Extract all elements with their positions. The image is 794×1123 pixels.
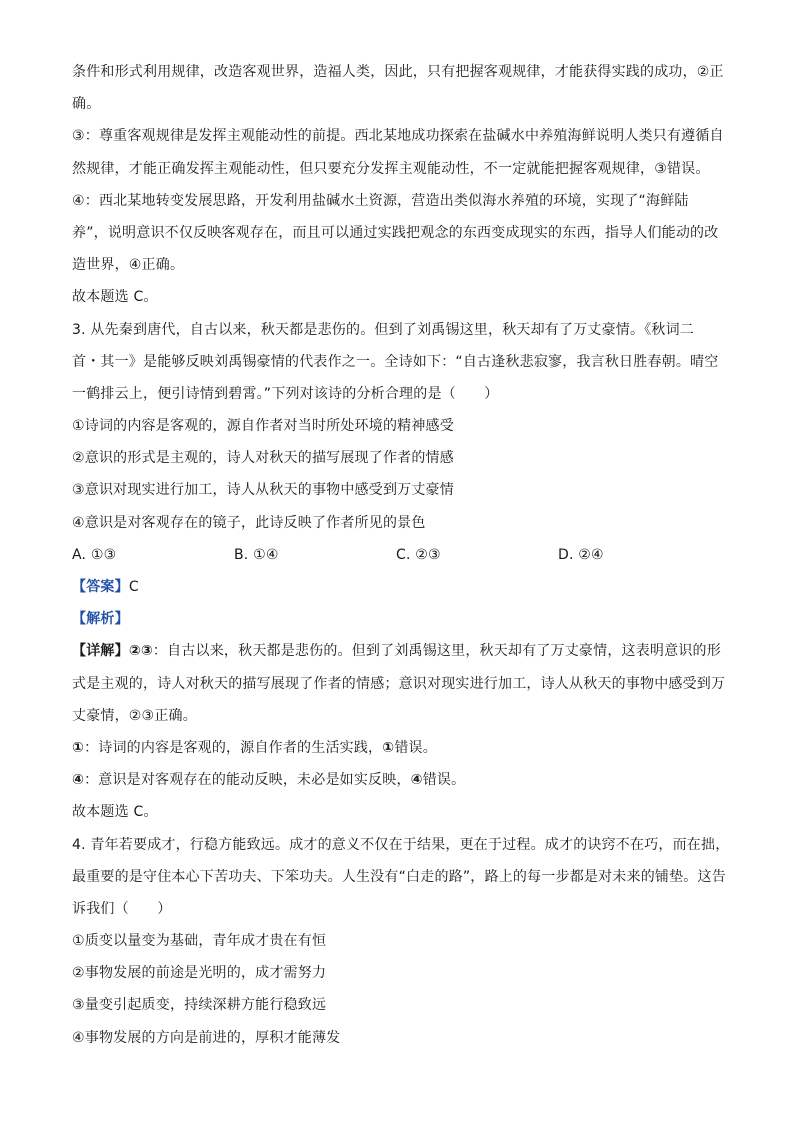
mark: ① — [72, 739, 85, 756]
detail-line — [72, 641, 724, 662]
option-c: C. ②③ — [396, 546, 441, 563]
question-3-stem: 3. 从先秦到唐代，自古以来，秋天都是悲伤的。但到了刘禹锡这里，秋天却有了万丈豪情。《秋词二 — [72, 321, 695, 338]
wrong-statement-4 — [72, 770, 724, 791]
mark: ① — [382, 739, 395, 756]
question-4-stem: 诉我们（ ） — [72, 900, 172, 917]
text-line: 养”，说明意识不仅反映客观存在，而且可以通过实践把观念的东西变成现实的东西，指导人们能动的改 — [72, 224, 719, 241]
text-line: 丈豪情，②③正确。 — [72, 707, 197, 724]
text-line: 然规律，才能正确发挥主观能动性，但只要充分发挥主观能动性，不一定就能把握客观规律，③错误。 — [72, 160, 710, 177]
question-4-stem: 最重要的是守住本心下苦功夫、下笨功夫。人生没有“白走的路”，路上的每一步都是对未来的铺垫。这告 — [72, 868, 726, 885]
text-line: 条件和形式利用规律，改造客观世界，造福人类，因此，只有把握客观规律，才能获得实践的成功，②正 — [72, 64, 724, 80]
statement-item: ②意识的形式是主观的，诗人对秋天的描写展现了作者的情感 — [72, 450, 454, 467]
text-line: ④：西北某地转变发展思路，开发利用盐碱水土资源，营造出类似海水养殖的环境，实现了“海鲜陆 — [72, 192, 689, 209]
conclusion-line: 故本题选 C。 — [72, 804, 158, 821]
text-line: 式是主观的，诗人对秋天的描写展现了作者的情感；意识对现实进行加工，诗人从秋天的事物中感受到万 — [72, 675, 726, 692]
text-line: 确。 — [72, 96, 101, 113]
wrong-statement-1 — [72, 738, 724, 759]
option-a: A. ①③ — [72, 546, 117, 563]
statement-item: ④事物发展的方向是前进的，厚积才能薄发 — [72, 1029, 341, 1046]
statement-item: ③意识对现实进行加工，诗人从秋天的事物中感受到万丈豪情 — [72, 482, 454, 499]
statement-item: ④意识是对客观存在的镜子，此诗反映了作者所见的景色 — [72, 514, 426, 531]
document-page — [72, 62, 730, 1060]
analysis-line — [72, 609, 724, 630]
mark: ④ — [72, 772, 85, 789]
answer-value: C — [128, 579, 139, 595]
question-4-stem: 4. 青年若要成才，行稳方能致远。成才的意义不仅在于结果，更在于过程。成才的诀窍不在巧，而在拙， — [72, 836, 730, 853]
text-line: 故本题选 C。 — [72, 289, 158, 306]
detail-marks: ②③ — [128, 643, 153, 660]
analysis-tag: 【解析】 — [72, 611, 129, 628]
text-line: ③：尊重客观规律是发挥主观能动性的前提。西北某地成功探索在盐碱水中养殖海鲜说明人类只有遵循自 — [72, 128, 724, 145]
statement-item: ①诗词的内容是客观的，源自作者对当时所处环境的精神感受 — [72, 418, 454, 435]
statement-item: ③量变引起质变，持续深耕方能行稳致远 — [72, 997, 327, 1014]
statement-item: ②事物发展的前途是光明的，成才需努力 — [72, 965, 327, 982]
verdict: 错误。 — [422, 772, 466, 789]
text-line: 造世界，④正确。 — [72, 257, 185, 274]
detail-text: ：自古以来，秋天都是悲伤的。但到了刘禹锡这里，秋天却有了万丈豪情，这表明意识的形 — [152, 643, 721, 660]
answer-tag: 【答案】 — [72, 579, 129, 595]
statement-item: ①质变以量变为基础，青年成才贵在有恒 — [72, 933, 327, 950]
option-b: B. ①④ — [234, 546, 279, 563]
verdict: 错误。 — [394, 739, 437, 756]
detail-tag: 【详解】 — [72, 643, 129, 660]
question-3-stem: 一鹤排云上，便引诗情到碧霄。”下列对该诗的分析合理的是（ ） — [72, 385, 499, 402]
question-3-stem: 首・其一》是能够反映刘禹锡豪情的代表作之一。全诗如下：“自古逢秋悲寂寥，我言秋日胜春朝。晴空 — [72, 353, 719, 370]
explanation: ：意识是对客观存在的能动反映，未必是如实反映， — [84, 772, 411, 789]
explanation: ：诗词的内容是客观的，源自作者的生活实践， — [84, 739, 383, 756]
answer-options — [72, 545, 724, 566]
answer-line — [72, 577, 724, 598]
mark: ④ — [410, 772, 423, 789]
option-d: D. ②④ — [558, 546, 604, 563]
